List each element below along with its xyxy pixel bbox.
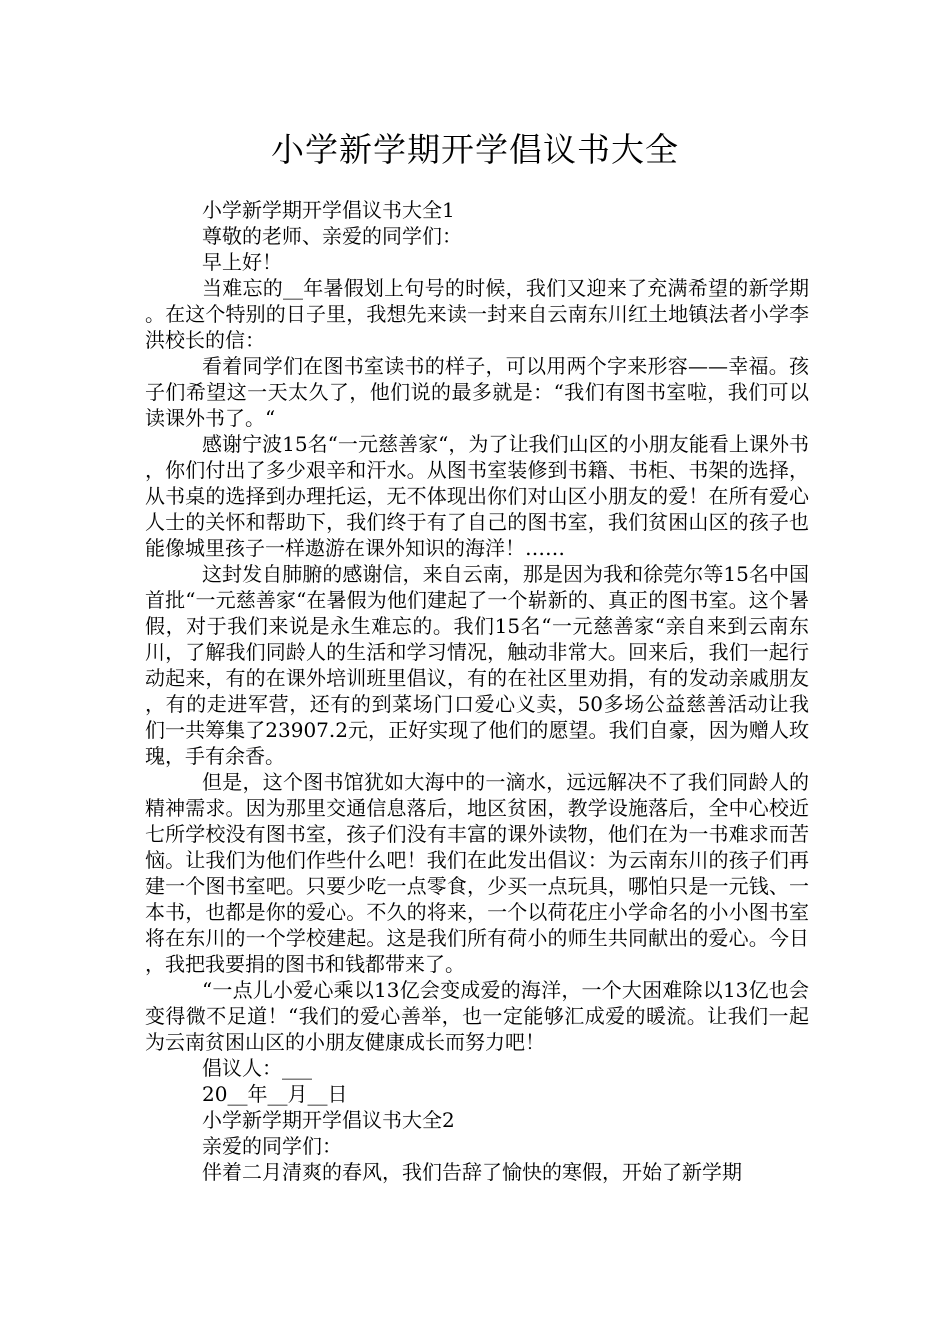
salutation: 尊敬的老师、亲爱的同学们： (202, 224, 462, 248)
paragraph: 看着同学们在图书室读书的样子，可以用两个字来形容——幸福。孩子们希望这一天太久了，他们说的最多就是：“我们有图书室啦，我们可以读课外书了。“ (145, 354, 809, 430)
paragraph: 当难忘的__年暑假划上句号的时候，我们又迎来了充满希望的新学期。在这个特别的日子里，我想先来读一封来自云南东川红土地镇法者小学李洪校长的信： (145, 276, 809, 352)
paragraph: 伴着二月清爽的春风，我们告辞了愉快的寒假，开始了新学期 (202, 1160, 742, 1184)
paragraph: “一点儿小爱心乘以13亿会变成爱的海洋，一个大困难除以13亿也会变得微不足道！“我们的爱心善举，也一定能够汇成爱的暖流。让我们一起为云南贫困山区的小朋友健康成长而努力吧！ (145, 978, 809, 1054)
document-body (145, 197, 809, 1185)
section-heading-1: 小学新学期开学倡议书大全1 (202, 198, 455, 222)
paragraph: 感谢宁波15名“一元慈善家“，为了让我们山区的小朋友能看上课外书，你们付出了多少艰辛和汗水。从图书室装修到书籍、书柜、书架的选择，从书桌的选择到办理托运，无不体现出你们对山区小朋友的爱！在所有爱心人士的关怀和帮助下，我们终于有了自己的图书室，我们贫困山区的孩子也能像城里孩子一样遨游在课外知识的海洋！…… (145, 432, 809, 560)
greeting: 早上好！ (202, 250, 282, 274)
salutation: 亲爱的同学们： (202, 1134, 342, 1158)
document-title: 小学新学期开学倡议书大全 (271, 130, 679, 169)
date-line: 20__年__月__日 (202, 1082, 348, 1106)
section-heading-2: 小学新学期开学倡议书大全2 (202, 1108, 455, 1132)
paragraph: 但是，这个图书馆犹如大海中的一滴水，远远解决不了我们同龄人的精神需求。因为那里交通信息落后，地区贫困，教学设施落后，全中心校近七所学校没有图书室，孩子们没有丰富的课外读物，他们在为一书难求而苦恼。让我们为他们作些什么吧！我们在此发出倡议：为云南东川的孩子们再建一个图书室吧。只要少吃一点零食，少买一点玩具，哪怕只是一元钱、一本书，也都是你的爱心。不久的将来，一个以荷花庄小学命名的小小图书室将在东川的一个学校建起。这是我们所有荷小的师生共同献出的爱心。今日，我把我要捐的图书和钱都带来了。 (145, 770, 809, 976)
signatory-line: 倡议人：___ (202, 1056, 312, 1080)
paragraph: 这封发自肺腑的感谢信，来自云南，那是因为我和徐莞尔等15名中国首批“一元慈善家“在暑假为他们建起了一个崭新的、真正的图书室。这个暑假，对于我们来说是永生难忘的。我们15名“一元慈善家“亲自来到云南东川，了解我们同龄人的生活和学习情况，触动非常大。回来后，我们一起行动起来，有的在课外培训班里倡议，有的在社区里劝捐，有的发动亲戚朋友，有的走进军营，还有的到菜场门口爱心义卖，50多场公益慈善活动让我们一共筹集了23907.2元，正好实现了他们的愿望。我们自豪，因为赠人玫瑰，手有余香。 (145, 562, 809, 768)
